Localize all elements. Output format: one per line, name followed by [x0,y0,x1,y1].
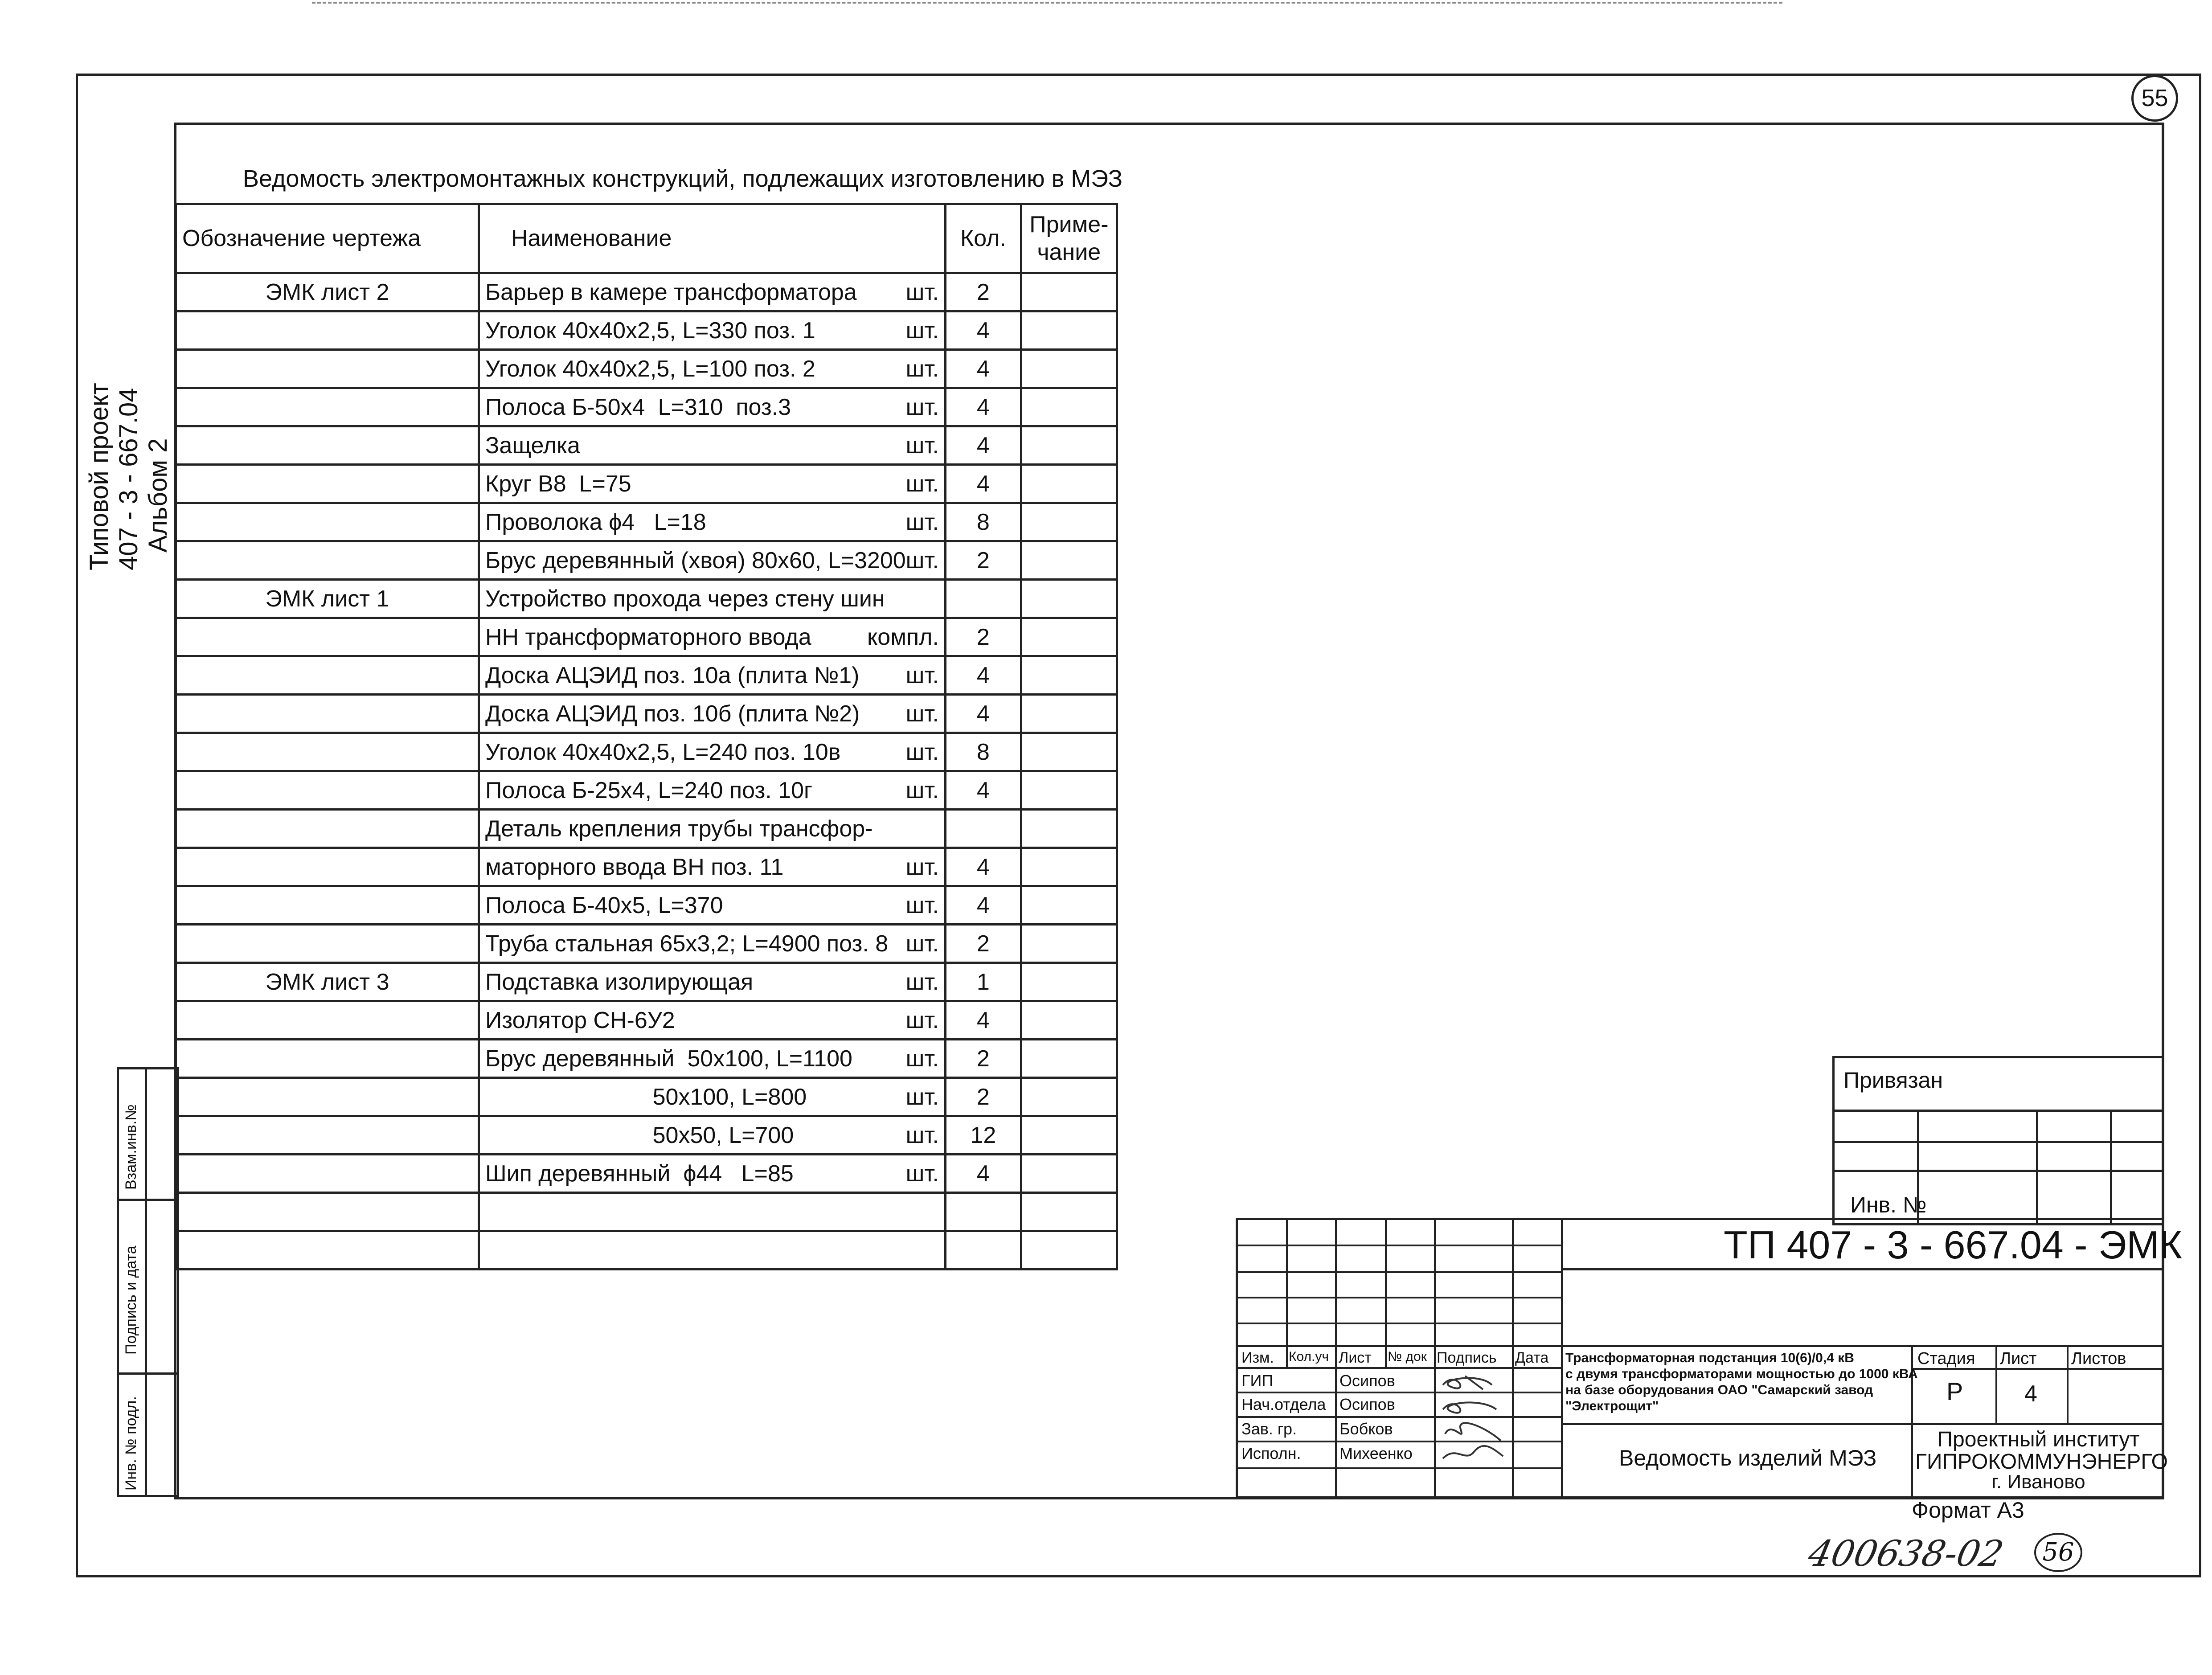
row-unit: шт. [905,394,939,420]
side-label-podpis-data: Подпись и дата [123,1245,139,1355]
row-name-cell [479,1193,946,1231]
row-qty: 1 [945,963,1021,1001]
row-designation [176,503,479,541]
format-label: Формат А3 [1912,1498,2024,1523]
row-designation [176,848,479,886]
row-name-cell [479,1116,946,1155]
row-designation [176,311,479,350]
document-title: Ведомость электромонтажных конструкций, подлежащих изготовлению в МЭЗ [243,165,1123,192]
stamp-org-line2: ГИПРОКОММУНЭНЕРГО [1915,1450,2168,1474]
stamp-col-list: Лист [1339,1349,1372,1366]
row-name-cell [479,580,946,618]
row-name-cell [479,733,946,771]
row-name: Устройство прохода через стену шин [485,586,885,612]
row-name: Уголок 40х40х2,5, L=240 поз. 10в [485,739,841,765]
row-unit: шт. [905,1122,939,1148]
row-unit: шт. [905,892,939,918]
row-note [1021,426,1117,465]
stamp-project-desc-1: Трансформаторная подстанция 10(6)/0,4 кВ [1565,1351,1854,1365]
side-title-line3: Альбом 2 [143,438,172,553]
row-designation [176,1040,479,1078]
row-name: Деталь крепления трубы трансфор- [485,815,873,842]
row-name: Уголок 40х40х2,5, L=330 поз. 1 [485,317,815,344]
stamp-role-nach: Нач.отдела [1241,1395,1326,1413]
stamp-org-line3: г. Иваново [1991,1471,2085,1493]
row-unit: шт. [905,317,939,344]
row-qty: 2 [945,1078,1021,1116]
row-designation [176,388,479,426]
stamp-stage-label: Стадия [1917,1349,1975,1368]
row-name-cell [479,388,946,426]
row-name-cell [479,848,946,886]
stamp-name-zavgr: Бобков [1339,1420,1393,1438]
row-name-cell [479,656,946,695]
stamp-stage-value: Р [1946,1377,1963,1405]
stamp-sheets-label: Листов [2071,1349,2126,1368]
row-note [1021,810,1117,848]
row-name: НН трансформаторного ввода [485,624,811,650]
row-name-cell [479,503,946,541]
stamp-org-line1: Проектный институт [1937,1428,2140,1451]
row-note [1021,1116,1117,1155]
row-note [1021,1231,1117,1270]
row-designation [176,733,479,771]
row-name: Полоса Б-40х5, L=370 [485,892,723,918]
row-qty: 4 [945,388,1021,426]
table-row [176,1193,1117,1231]
row-qty: 4 [945,465,1021,503]
table-row [176,541,1117,580]
header-qty: Кол. [945,204,1021,273]
row-name-cell [479,810,946,848]
row-name: Доска АЦЭИД поз. 10а (плита №1) [485,662,860,688]
row-unit: шт. [905,547,939,573]
header-name: Наименование [479,204,946,273]
row-designation [176,465,479,503]
header-note-line1: Приме- [1029,212,1109,238]
header-designation: Обозначение чертежа [176,204,479,273]
signatures-icon [1438,1367,1510,1470]
row-qty: 4 [945,771,1021,810]
table-row [176,388,1117,426]
row-note [1021,350,1117,388]
table-row [176,1155,1117,1193]
row-name-cell [479,963,946,1001]
row-name: Полоса Б-25х4, L=240 поз. 10г [485,777,812,803]
row-name-cell [479,618,946,656]
row-qty: 4 [945,350,1021,388]
row-name: 50х100, L=800 [485,1084,807,1110]
row-unit: шт. [905,1045,939,1072]
row-qty: 8 [945,503,1021,541]
stamp-col-podpis: Подпись [1437,1349,1497,1366]
table-row [176,695,1117,733]
row-unit: компл. [867,624,939,650]
table-row [176,886,1117,925]
row-name-cell [479,1040,946,1078]
row-unit: шт. [905,662,939,688]
stamp-role-gip: ГИП [1241,1372,1274,1390]
row-note [1021,1193,1117,1231]
row-designation [176,1001,479,1040]
row-qty: 2 [945,925,1021,963]
side-label-zam-inv: Взам.инв.№ [123,1104,139,1190]
row-qty: 8 [945,733,1021,771]
table-header-row [176,204,1117,273]
row-note [1021,848,1117,886]
row-note [1021,541,1117,580]
row-name: Шип деревянный ϕ44 L=85 [485,1160,794,1187]
row-note [1021,618,1117,656]
table-row [176,656,1117,695]
row-qty: 4 [945,656,1021,695]
row-note [1021,656,1117,695]
row-unit: шт. [905,969,939,995]
table-row [176,426,1117,465]
stamp-name-ispoln: Михеенко [1339,1444,1413,1462]
row-note [1021,503,1117,541]
row-unit: шт. [905,700,939,727]
row-note [1021,1155,1117,1193]
row-note [1021,465,1117,503]
row-unit: шт. [905,1084,939,1110]
page-number-badge: 55 [2131,75,2178,122]
row-name: Изолятор СН-6У2 [485,1007,675,1033]
row-unit: шт. [905,930,939,957]
table-row [176,618,1117,656]
row-qty [945,580,1021,618]
row-name-cell [479,771,946,810]
table-row [176,771,1117,810]
row-unit: шт. [905,1007,939,1033]
row-name: Труба стальная 65х3,2; L=4900 поз. 8 [485,930,889,957]
row-qty: 4 [945,1001,1021,1040]
table-row [176,810,1117,848]
table-row [176,963,1117,1001]
row-name: Брус деревянный 50х100, L=1100 [485,1045,852,1072]
table-row [176,733,1117,771]
row-unit: шт. [905,432,939,459]
row-qty: 2 [945,541,1021,580]
row-note [1021,1001,1117,1040]
row-unit: шт. [905,739,939,765]
circled-page-number: 56 [2034,1533,2082,1572]
privyazan-label: Привязан [1843,1068,1943,1093]
table-row [176,1078,1117,1116]
row-name: Круг В8 L=75 [485,471,631,497]
privyazan-inv-label: Инв. № [1850,1192,1927,1217]
side-approval-box [117,1067,179,1497]
stamp-project-desc-4: "Электрощит" [1565,1399,1659,1413]
row-designation [176,1155,479,1193]
row-qty [945,1193,1021,1231]
title-block [1236,1218,2182,1499]
row-name-cell [479,541,946,580]
table-row [176,1116,1117,1155]
stamp-sheet-value: 4 [2024,1381,2037,1407]
row-note [1021,771,1117,810]
table-row [176,503,1117,541]
row-name-cell [479,311,946,350]
row-qty: 2 [945,273,1021,311]
table-row [176,465,1117,503]
row-name-cell [479,1001,946,1040]
row-designation [176,925,479,963]
row-name: Уголок 40х40х2,5, L=100 поз. 2 [485,356,815,382]
row-note [1021,388,1117,426]
stamp-project-desc [1565,1350,1918,1414]
table-row [176,1231,1117,1270]
side-title-line1: Типовой проект [85,383,114,570]
row-designation: ЭМК лист 2 [176,273,479,311]
row-name: маторного ввода ВН поз. 11 [485,854,784,880]
stamp-organization [1915,1428,2168,1493]
row-name: Подставка изолирующая [485,969,754,995]
row-qty [945,1231,1021,1270]
row-unit: шт. [905,279,939,305]
row-designation [176,656,479,695]
stamp-sheet-label: Лист [2000,1349,2037,1368]
header-note-line2: чание [1037,239,1101,265]
row-designation [176,1231,479,1270]
row-name-cell [479,1231,946,1270]
table-row [176,848,1117,886]
table-row [176,925,1117,963]
row-qty: 4 [945,848,1021,886]
row-unit: шт. [905,356,939,382]
row-designation [176,541,479,580]
row-unit: шт. [905,509,939,535]
stamp-role-ispoln: Исполн. [1241,1444,1301,1462]
row-note [1021,733,1117,771]
scan-noise-top [312,2,1782,4]
row-qty: 4 [945,886,1021,925]
table-row [176,350,1117,388]
row-name-cell [479,695,946,733]
row-designation [176,695,479,733]
row-name-cell [479,1155,946,1193]
row-name-cell [479,350,946,388]
row-designation [176,426,479,465]
side-label-inv-podl: Инв. № подл. [123,1396,139,1491]
table-row [176,580,1117,618]
row-name-cell [479,886,946,925]
stamp-project-desc-2: с двумя трансформаторами мощностью до 1000 кВА [1565,1367,1918,1381]
row-qty: 2 [945,618,1021,656]
header-note [1021,204,1117,273]
row-note [1021,886,1117,925]
row-name: Брус деревянный (хвоя) 80х60, L=3200 [485,547,906,573]
table-row [176,311,1117,350]
items-table [175,203,1118,1270]
table-row [176,1001,1117,1040]
row-qty: 4 [945,1155,1021,1193]
row-name: 50х50, L=700 [485,1122,794,1148]
row-name: Проволока ϕ4 L=18 [485,509,706,535]
row-note [1021,925,1117,963]
row-designation: ЭМК лист 1 [176,580,479,618]
row-note [1021,1040,1117,1078]
row-unit: шт. [905,777,939,803]
row-name: Доска АЦЭИД поз. 10б (плита №2) [485,700,860,727]
row-qty: 4 [945,695,1021,733]
row-designation [176,886,479,925]
row-designation [176,1078,479,1116]
row-note [1021,963,1117,1001]
row-name: Барьер в камере трансформатора [485,279,857,305]
row-name-cell [479,465,946,503]
row-designation [176,618,479,656]
table-row [176,1040,1117,1078]
row-qty: 12 [945,1116,1021,1155]
row-name-cell [479,1078,946,1116]
stamp-name-gip: Осипов [1339,1372,1395,1390]
stamp-col-data: Дата [1515,1349,1549,1366]
row-designation [176,350,479,388]
row-name: Защелка [485,432,580,459]
row-unit: шт. [905,471,939,497]
row-note [1021,311,1117,350]
row-note [1021,695,1117,733]
row-note [1021,273,1117,311]
row-qty: 4 [945,311,1021,350]
row-qty: 4 [945,426,1021,465]
row-name-cell [479,925,946,963]
stamp-role-zavgr: Зав. гр. [1241,1420,1297,1438]
row-note [1021,1078,1117,1116]
stamp-doc-title: Ведомость изделий МЭЗ [1619,1446,1877,1470]
row-qty: 2 [945,1040,1021,1078]
row-unit: шт. [905,1160,939,1187]
row-unit: шт. [905,854,939,880]
stamp-col-izm: Изм. [1241,1349,1274,1366]
stamp-col-ndoc: № док [1388,1349,1427,1364]
row-name-cell [479,273,946,311]
row-name: Полоса Б-50х4 L=310 поз.3 [485,394,791,420]
stamp-doc-code: ТП 407 - 3 - 667.04 - ЭМК [1724,1223,2182,1267]
table-row [176,273,1117,311]
row-note [1021,580,1117,618]
stamp-project-desc-3: на базе оборудования ОАО "Самарский завод [1565,1383,1873,1397]
row-designation [176,1116,479,1155]
archive-number: 400638-02 [1805,1533,2007,1574]
stamp-name-nach: Осипов [1339,1395,1395,1413]
row-designation [176,1193,479,1231]
row-name-cell [479,426,946,465]
stamp-col-kolvo: Кол.уч [1289,1349,1329,1364]
side-title-line2: 407 - 3 - 667.04 [114,388,143,570]
row-designation [176,810,479,848]
row-designation [176,771,479,810]
row-qty [945,810,1021,848]
row-designation: ЭМК лист 3 [176,963,479,1001]
privyazan-box [1832,1056,2164,1225]
